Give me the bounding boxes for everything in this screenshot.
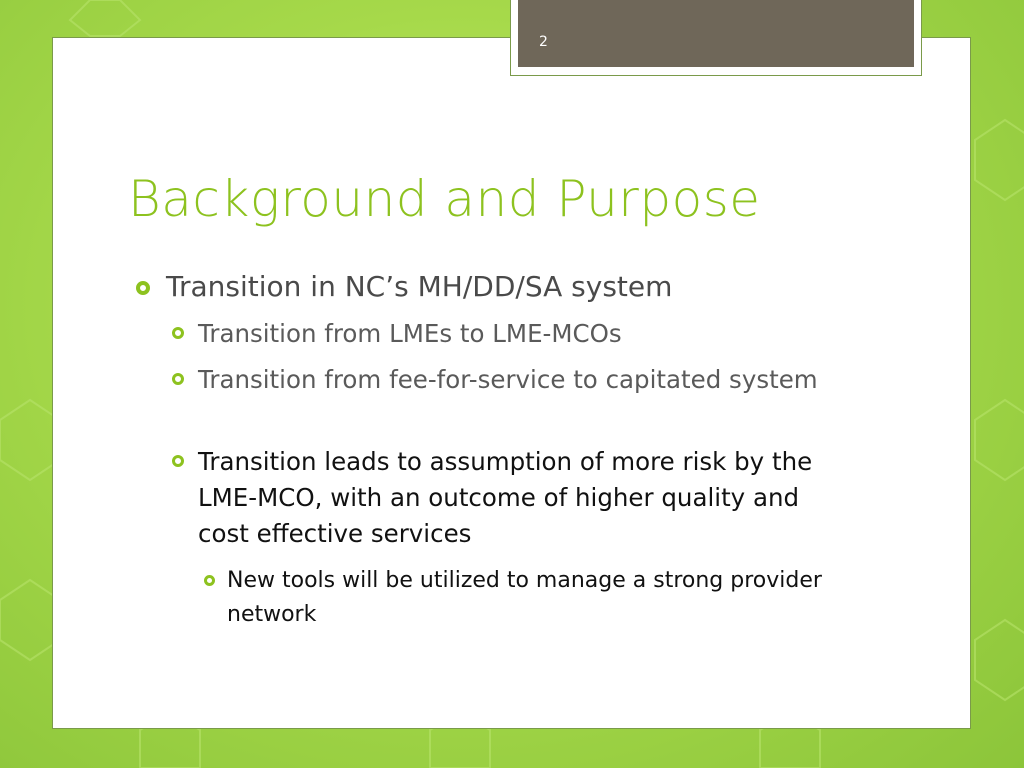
ring-bullet-icon <box>136 281 150 295</box>
ring-bullet-icon <box>172 327 184 339</box>
slide-number: 2 <box>539 34 548 50</box>
slide-number-band <box>518 0 914 67</box>
bullet-text: Transition leads to assumption of more risk by the LME-MCO, with an outcome of higher quality and cost effective services <box>198 447 813 548</box>
bullet-level3 <box>204 564 877 632</box>
bullet-text: Transition in NC’s MH/DD/SA system <box>166 270 673 303</box>
slide-title: Background and Purpose <box>128 170 761 228</box>
bullet-text: Transition from LMEs to LME-MCOs <box>198 319 622 348</box>
ring-bullet-icon <box>172 373 184 385</box>
slide-number-tab <box>510 0 922 76</box>
bullet-text: Transition from fee-for-service to capitated system <box>198 365 818 394</box>
bullet-level1 <box>136 268 672 306</box>
bullet-level2 <box>172 362 848 398</box>
bullet-level2 <box>172 444 848 552</box>
ring-bullet-icon <box>172 455 184 467</box>
bullet-text: New tools will be utilized to manage a strong provider network <box>227 568 822 627</box>
bullet-level2 <box>172 316 848 352</box>
ring-bullet-icon <box>204 575 215 586</box>
